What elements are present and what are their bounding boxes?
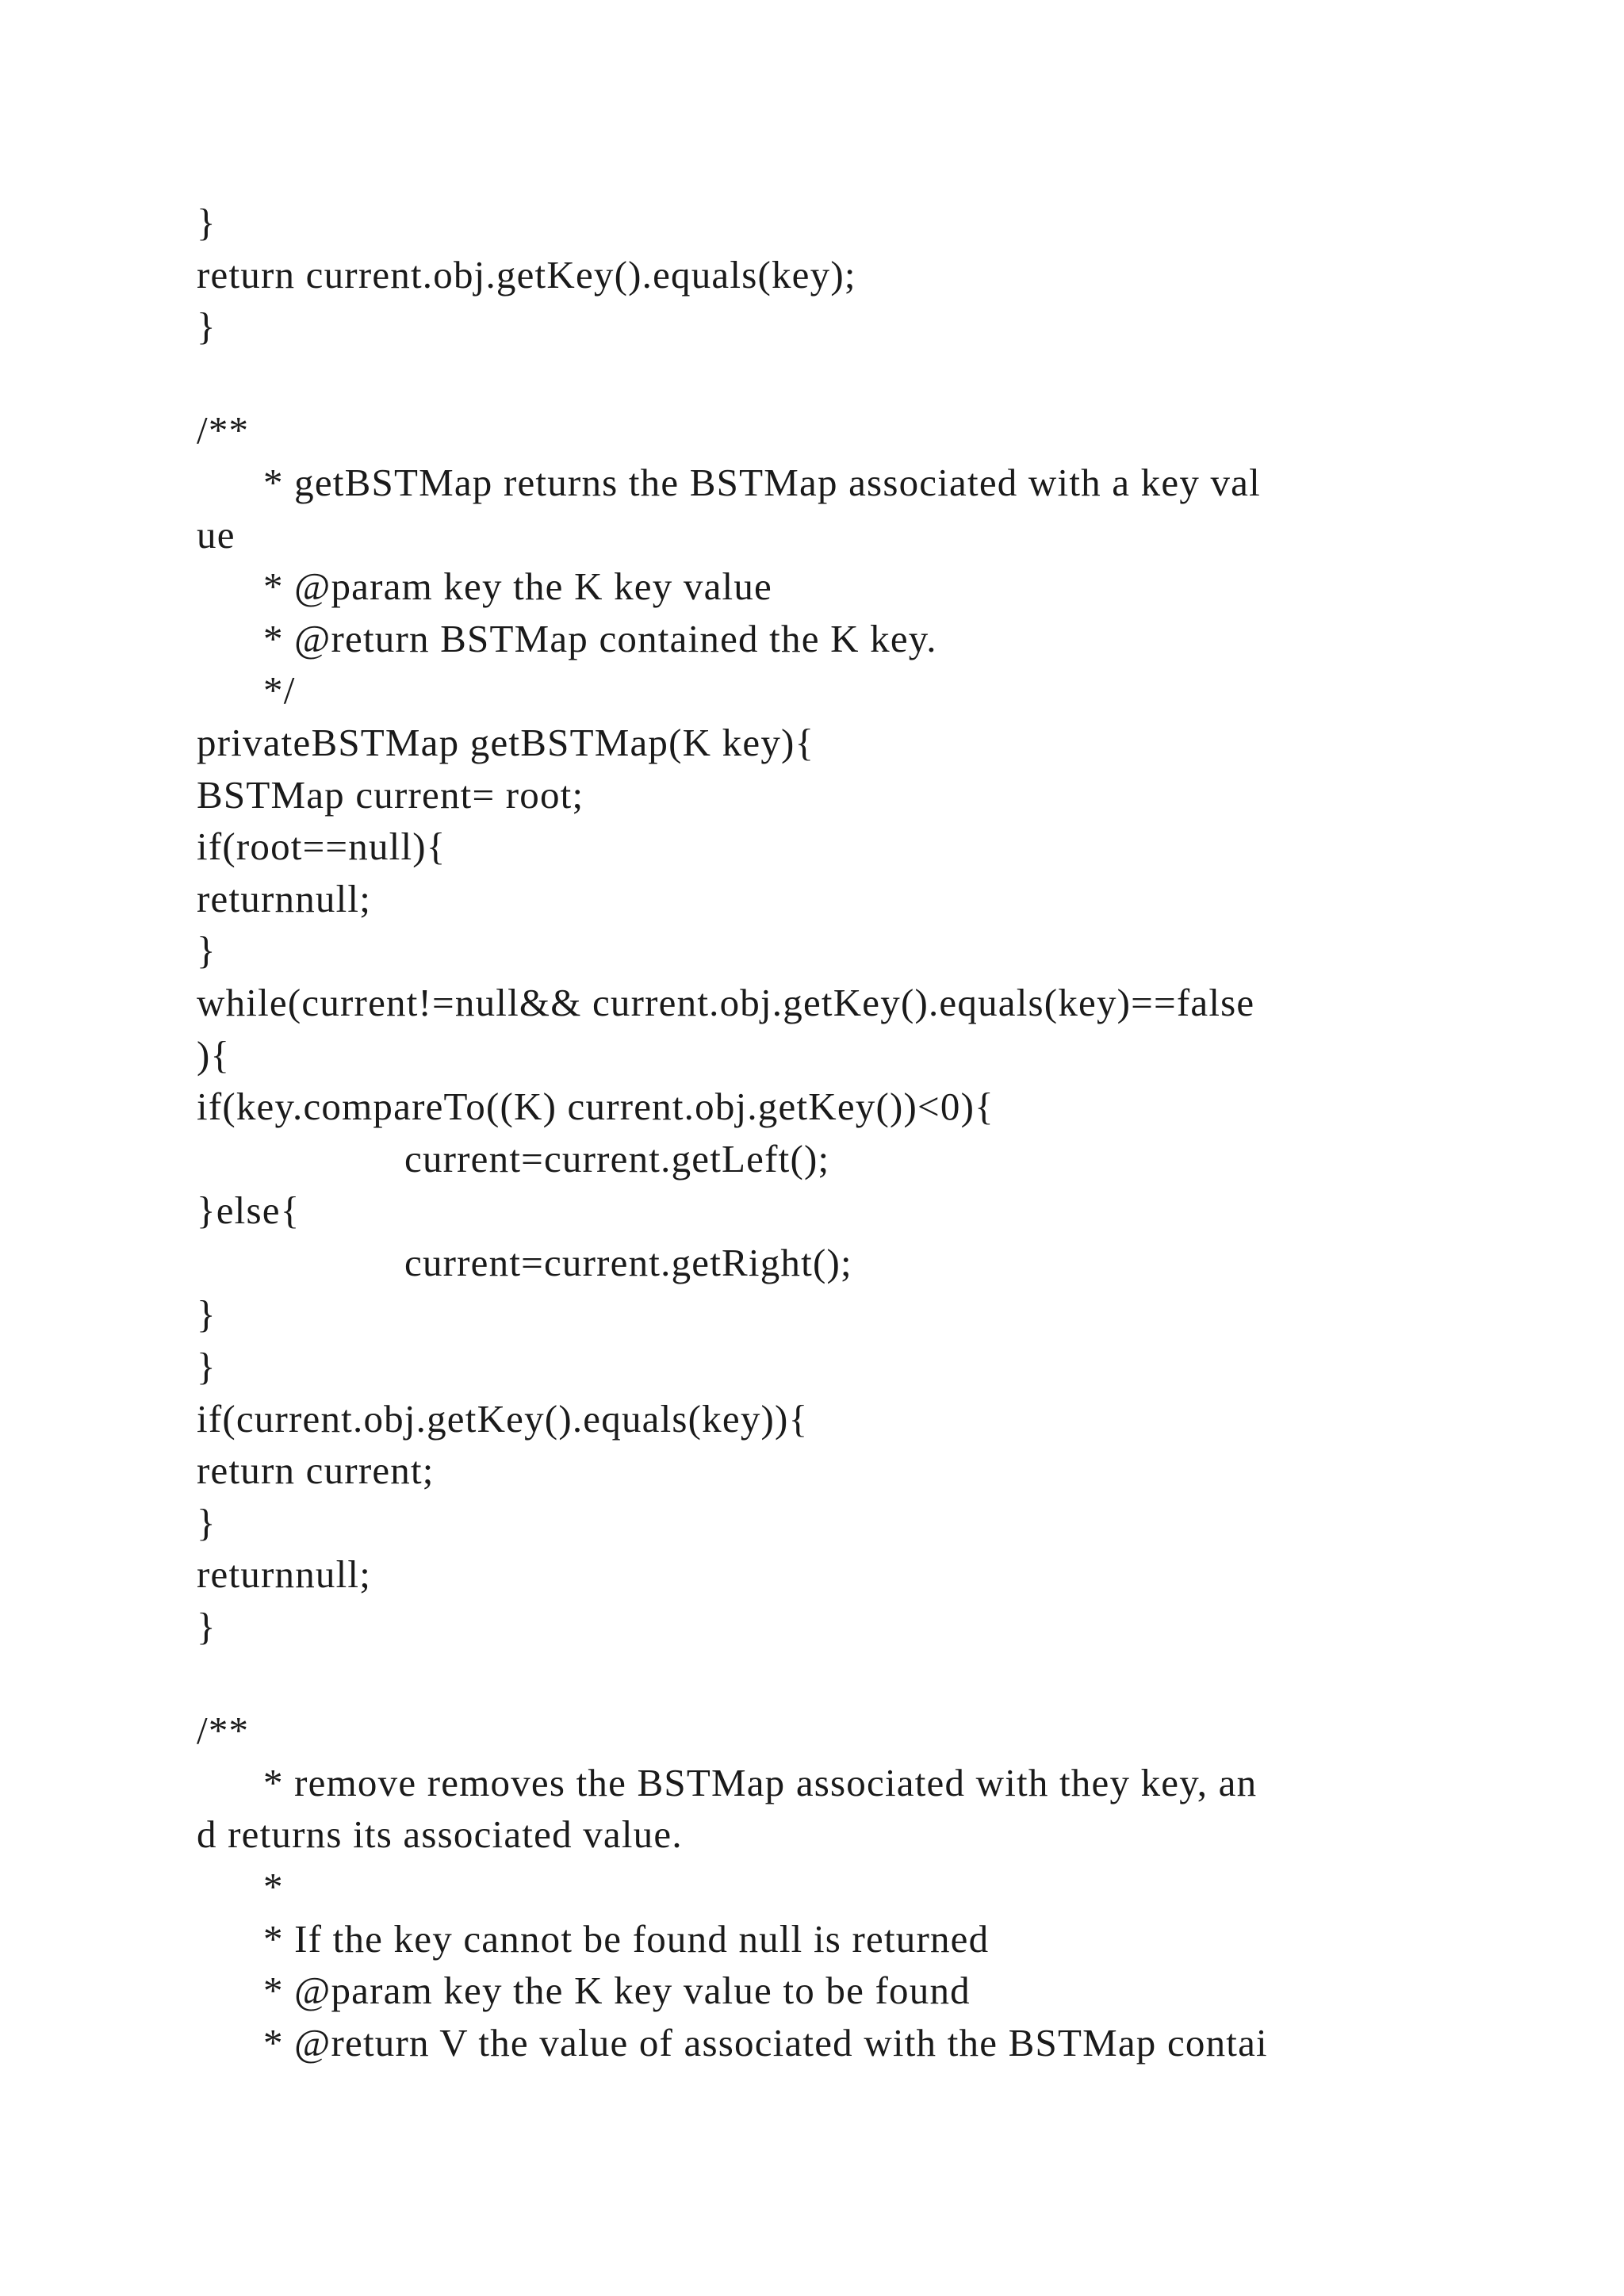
comment-line: * @param key the K key value: [263, 564, 773, 609]
code-line: if(key.compareTo((K) current.obj.getKey())<0){: [197, 1085, 994, 1129]
code-line: return current.obj.getKey().equals(key);: [197, 252, 856, 297]
code-line: }: [197, 928, 216, 973]
comment-line: d returns its associated value.: [197, 1812, 683, 1857]
code-line: return current;: [197, 1448, 435, 1493]
comment-line: */: [263, 668, 296, 713]
comment-line: ue: [197, 512, 236, 557]
code-line: }: [197, 201, 216, 244]
code-line: current=current.getLeft();: [404, 1136, 830, 1181]
code-line: }: [197, 1292, 216, 1337]
code-line: returnnull;: [197, 1552, 372, 1597]
code-line: }: [197, 1605, 216, 1649]
comment-line: * getBSTMap returns the BSTMap associated with a key val: [263, 460, 1261, 504]
code-line: returnnull;: [197, 876, 372, 920]
comment-line: * remove removes the BSTMap associated with they key, an: [263, 1760, 1258, 1804]
comment-line: /**: [197, 1709, 250, 1753]
code-line: if(root==null){: [197, 825, 446, 869]
code-line: privateBSTMap getBSTMap(K key){: [197, 720, 815, 764]
comment-line: * @return V the value of associated with the BSTMap contai: [263, 2020, 1268, 2064]
comment-line: * @param key the K key value to be found: [263, 1969, 971, 2013]
code-line: if(current.obj.getKey().equals(key)){: [197, 1396, 809, 1441]
code-line: ){: [197, 1032, 231, 1077]
comment-line: *: [263, 1865, 284, 1908]
blank-line: [197, 1653, 1505, 1705]
code-text-block: [197, 197, 1505, 2068]
code-line: current=current.getRight();: [404, 1240, 852, 1284]
code-line: }: [197, 1345, 216, 1389]
comment-line: /**: [197, 408, 250, 453]
code-line: }: [197, 1500, 216, 1544]
blank-line: [197, 353, 1505, 405]
comment-line: * @return BSTMap contained the K key.: [263, 616, 937, 660]
code-line: }: [197, 304, 216, 349]
code-line: }else{: [197, 1188, 301, 1233]
comment-line: * If the key cannot be found null is returned: [263, 1916, 990, 1961]
code-line: BSTMap current= root;: [197, 772, 584, 817]
code-line: while(current!=null&& current.obj.getKey().equals(key)==false: [197, 980, 1255, 1024]
